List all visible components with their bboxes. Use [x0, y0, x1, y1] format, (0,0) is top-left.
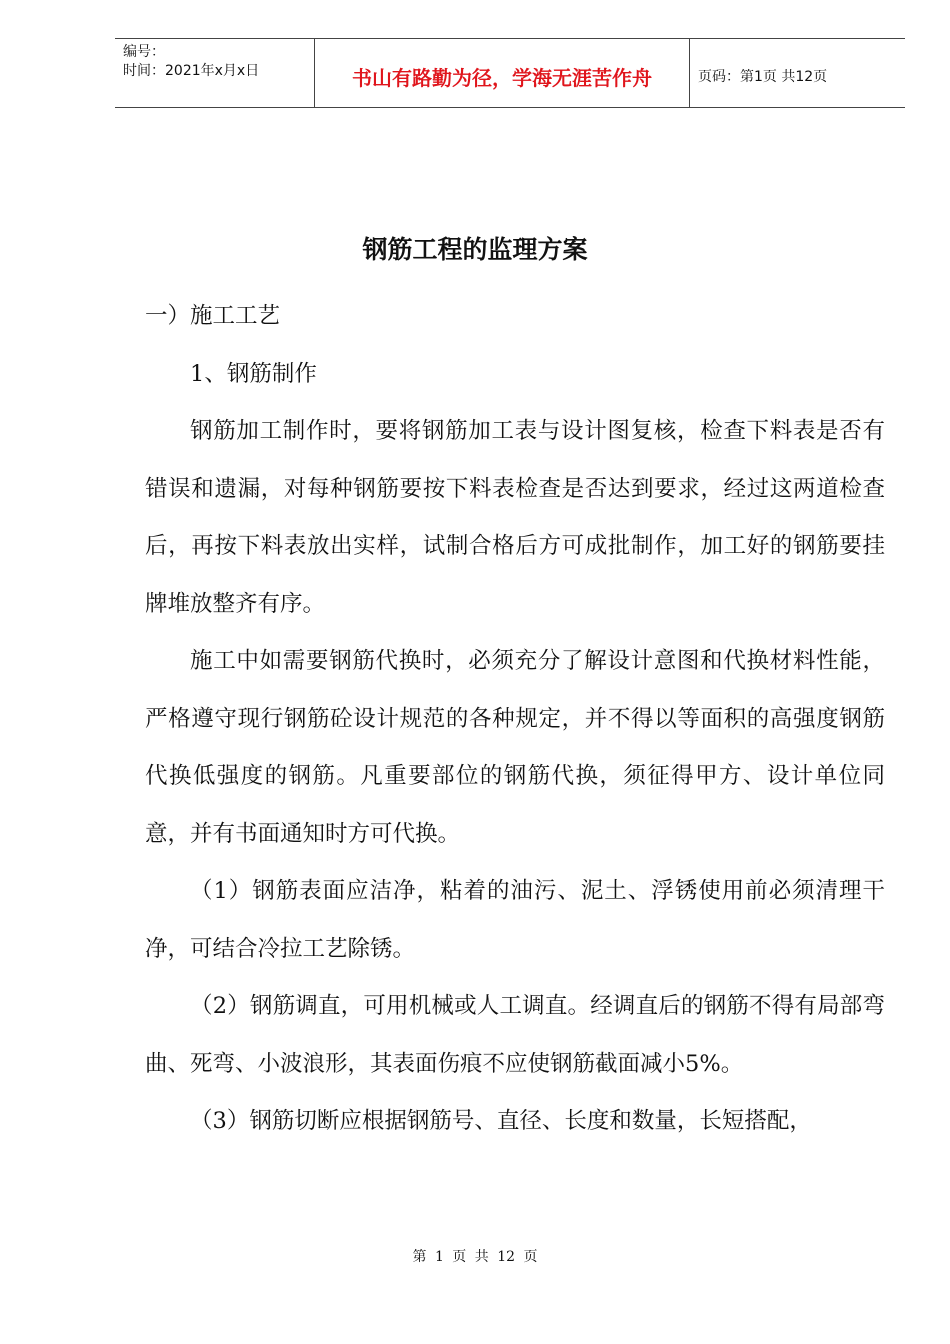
body-paragraph: （2）钢筋调直，可用机械或人工调直。经调直后的钢筋不得有局部弯曲、死弯、小波浪形，其表面伤痕不应使钢筋截面减小5%。: [145, 993, 885, 1077]
serial-number-label: 编号：: [123, 44, 165, 60]
date-label: 时间：2021年x月x日: [123, 63, 260, 79]
body-paragraph: 施工中如需要钢筋代换时，必须充分了解设计意图和代换材料性能，严格遵守现行钢筋砼设计规范的各种规定，并不得以等面积的高强度钢筋代换低强度的钢筋。凡重要部位的钢筋代换，须征得甲方、设计单位同意，并有书面通知时方可代换。: [145, 648, 885, 847]
subsection-heading: 1、钢筋制作: [190, 360, 317, 387]
page-footer: 第 1 页 共 12 页: [412, 1249, 538, 1265]
section-heading: 一）施工工艺: [145, 303, 281, 329]
page-header: [115, 38, 905, 108]
body-paragraph: 钢筋加工制作时，要将钢筋加工表与设计图复核，检查下料表是否有错误和遗漏，对每种钢筋要按下料表检查是否达到要求，经过这两道检查后，再按下料表放出实样，试制合格后方可成批制作，加工好的钢筋要挂牌堆放整齐有序。: [145, 418, 885, 617]
header-motto: 书山有路勤为径，学海无涯苦作舟: [315, 39, 690, 107]
body-paragraph: （1）钢筋表面应洁净，粘着的油污、泥土、浮锈使用前必须清理干净，可结合冷拉工艺除锈。: [145, 878, 885, 962]
document-body: [145, 288, 885, 1151]
header-page-info: 页码：第1页 共12页: [698, 69, 828, 85]
header-meta-cell: [115, 39, 315, 107]
document-title: 钢筋工程的监理方案: [362, 235, 588, 264]
body-paragraph: （3）钢筋切断应根据钢筋号、直径、长度和数量，长短搭配，: [190, 1108, 812, 1134]
